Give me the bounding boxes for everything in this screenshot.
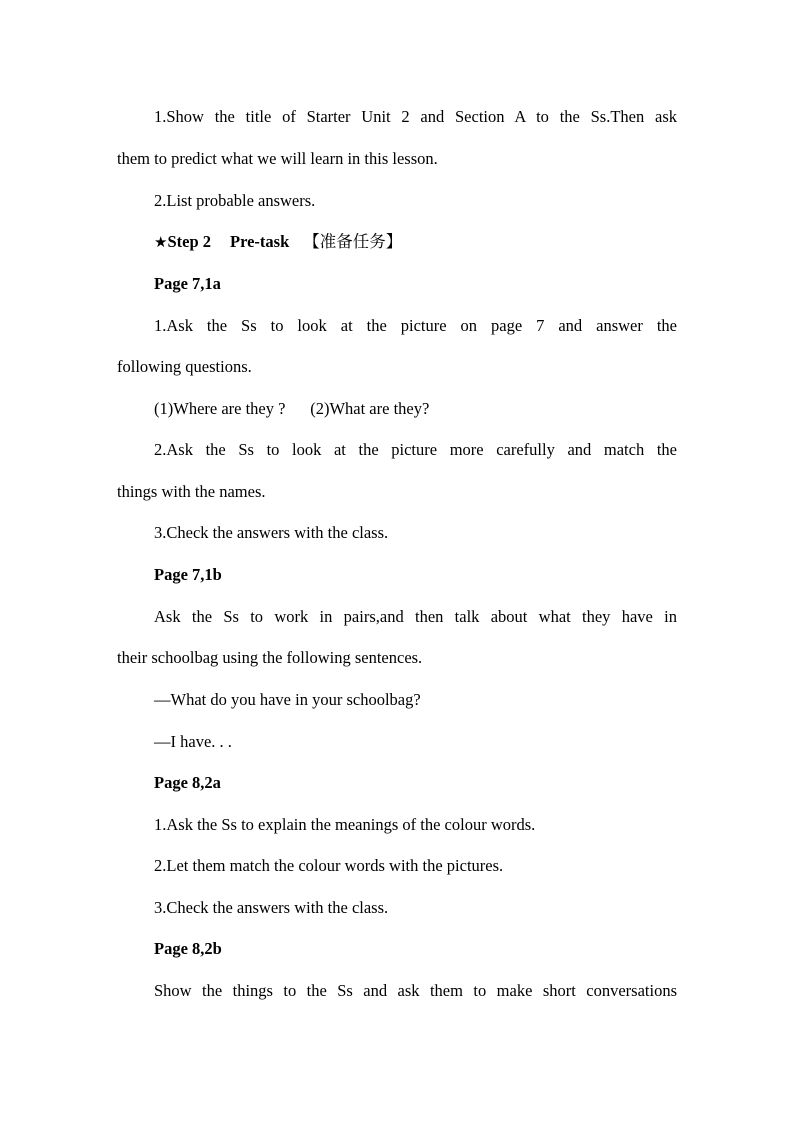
questions-line: (1)Where are they ? (2)What are they?	[154, 399, 430, 418]
heading-page-7-1b: Page 7,1b	[154, 565, 222, 584]
paragraph-match-things-line-1: 2.Ask the Ss to look at the picture more carefully and match the	[154, 440, 677, 459]
dialogue-answer: —I have. . .	[154, 732, 232, 751]
step-2-name: Pre-task	[230, 232, 290, 251]
paragraph-explain-colour-words: 1.Ask the Ss to explain the meanings of the colour words.	[154, 815, 536, 834]
heading-page-7-1a: Page 7,1a	[154, 274, 221, 293]
paragraph-show-things: Show the things to the Ss and ask them to make short conversations	[154, 981, 677, 1000]
step-2-label: Step 2	[167, 232, 211, 251]
heading-page-8-2b: Page 8,2b	[154, 939, 222, 958]
paragraph-ask-look-picture-line-1: 1.Ask the Ss to look at the picture on page 7 and answer the	[154, 316, 677, 335]
paragraph-show-title-line-2: them to predict what we will learn in this lesson.	[117, 149, 438, 168]
paragraph-show-title-line-1: 1.Show the title of Starter Unit 2 and Section A to the Ss.Then ask	[154, 107, 677, 126]
heading-page-8-2a: Page 8,2a	[154, 773, 221, 792]
paragraph-match-things-line-2: things with the names.	[117, 482, 266, 501]
dialogue-question: —What do you have in your schoolbag?	[154, 690, 421, 709]
step-2-chinese-label: 【准备任务】	[303, 232, 403, 251]
star-icon: ★	[154, 233, 168, 251]
step-2-heading	[154, 232, 402, 252]
paragraph-list-answers: 2.List probable answers.	[154, 191, 316, 210]
paragraph-work-in-pairs-line-1: Ask the Ss to work in pairs,and then talk about what they have in	[154, 607, 677, 626]
paragraph-match-colour-words: 2.Let them match the colour words with the pictures.	[154, 856, 504, 875]
paragraph-check-answers-2: 3.Check the answers with the class.	[154, 898, 389, 917]
paragraph-work-in-pairs-line-2: their schoolbag using the following sentences.	[117, 648, 423, 667]
paragraph-ask-look-picture-line-2: following questions.	[117, 357, 252, 376]
paragraph-check-answers: 3.Check the answers with the class.	[154, 523, 389, 542]
